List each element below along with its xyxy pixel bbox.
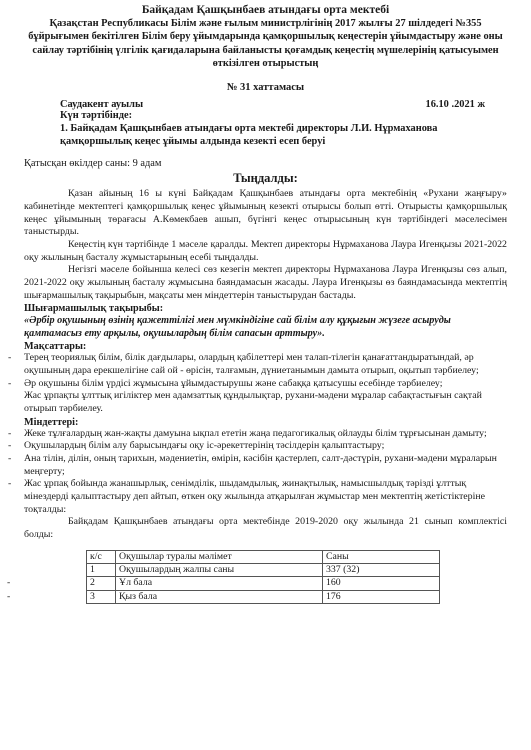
students-table bbox=[7, 550, 440, 604]
theme-heading: Шығармашылық тақырыбы: bbox=[24, 303, 164, 315]
place-date-row bbox=[24, 99, 507, 110]
place: Саудакент ауылы bbox=[60, 99, 144, 111]
paragraph-3: Негізгі мәселе бойынша келесі сөз кезегін мектеп директоры Нұрмаханова Лаура Игенқызы сөз алып, 2021-2022 оқу жылының басталу жұмысына баяндамасын жасады. Лаура Игенқызы өз баяндамасында мектептің шығармашылық тақырыбын, мақсаты мен міндеттерін таныстырудан бастады. bbox=[24, 264, 507, 301]
tasks-list bbox=[8, 427, 507, 517]
goal-item: - Әр оқушыны білім үрдісі жұмысына ұйымдастырушы және сабаққа қатысушы есебінде тәрбиелеу; bbox=[8, 377, 443, 389]
table-cell: Қыз бала bbox=[116, 590, 323, 603]
list-marker: - bbox=[8, 478, 12, 490]
document-header: Қазақстан Республикасы Білім және ғылым министрлігінің 2017 жылғы 27 шілдедегі №355 бұйрығымен бекітілген Білім беру ұйымдарында қамқоршылық кеңестерін ұйымдастыру және оны сайлау тәртібінің үлгілік қағидаларына байланысты қоғамдық кеңестің мүшелерінің қатысуымен өткізілген отырыстың bbox=[28, 18, 503, 69]
tasks-heading: Міндеттері: bbox=[24, 416, 79, 428]
school-name: Байқадам Қашқынбаев атындағы орта мектебі bbox=[141, 4, 390, 16]
protocol-number: № 31 хаттамасы bbox=[226, 82, 305, 94]
attendees-count: Қатысқан өкілдер саны: 9 адам bbox=[24, 158, 162, 170]
task-item: - Жас ұрпақ бойында жанашырлық, сенімділік, шыдамдылық, жинақтылық, намысшылдық тәрізді ұлттық мінездерді қалыптастыру деп айтып, өткен оқу жылында атқарылған жұмыстар мен мектептің жетістіктеріне тоқталды: bbox=[8, 478, 486, 515]
task-item: - Оқушылардың білім алу барысындағы оқу іс-әрекеттерінің тәсілдерін қалыптастыру; bbox=[8, 440, 385, 452]
heard-title: Тыңдалды: bbox=[233, 171, 298, 186]
list-marker: - bbox=[8, 352, 12, 364]
theme-text: «Әрбір оқушының өзінің қажеттілігі мен мүмкіндігіне сай білім алу құқығын жүзеге асыруды қамтамасыз ету арқылы, оқушылардың білім сапасын арттыру». bbox=[24, 315, 451, 340]
goals-heading: Мақсаттары: bbox=[24, 341, 87, 353]
list-marker: - bbox=[7, 577, 11, 589]
table-row bbox=[87, 590, 440, 603]
task-item: - Ана тілін, ділін, оның тарихын, мәдениетін, өмірін, кәсібін қастерлеп, салт-дәстүрін, рухани-мәдени мұраларын меңгерту; bbox=[8, 453, 497, 477]
list-marker: - bbox=[7, 590, 11, 602]
paragraph-1: Қазан айының 16 ы күні Байқадам Қашқынбаев атындағы орта мектебінің «Рухани жаңғыру» кабинетінде мектептегі қамқоршылық кеңес ұйымының кезекті отырысы болып өтті. Отырысты қамқоршылық кеңес ұйымының төрағасы А.Көмекбаев ашып, бүгінгі кеңес отырысының күн тәртібіндегі мәселесімен таныстырды. bbox=[24, 188, 507, 238]
table-cell: - 2 bbox=[87, 577, 116, 590]
list-marker: - bbox=[8, 377, 12, 389]
date: 16.10 .2021 ж bbox=[425, 99, 485, 111]
table-cell: 160 bbox=[323, 577, 440, 590]
table-row bbox=[87, 577, 440, 590]
paragraph-2: Кеңестің күн тәртібінде 1 мәселе қаралды. Мектеп директоры Нұрмаханова Лаура Игенқызы 2021-2022 оқу жылының басталу жұмыстарының есебі тыңдалды. bbox=[24, 238, 507, 263]
table-cell: - 3 bbox=[87, 590, 116, 603]
table-header-cell: Оқушылар туралы мәлімет bbox=[116, 550, 323, 563]
table-cell: Ұл бала bbox=[116, 577, 323, 590]
list-marker: - bbox=[8, 440, 12, 452]
table-row bbox=[87, 564, 440, 577]
table-cell: Оқушылардың жалпы саны bbox=[116, 564, 323, 577]
table-header-cell: к/с bbox=[87, 550, 116, 563]
closing-paragraph: Байқадам Қашқынбаев атындағы орта мектебінде 2019-2020 оқу жылында 21 сынып комплектісі болды: bbox=[24, 516, 507, 541]
goals-list bbox=[8, 352, 507, 415]
list-marker: - bbox=[8, 427, 12, 439]
table-cell: 1 bbox=[87, 564, 116, 577]
agenda-heading: Күн тәртібінде: bbox=[60, 110, 133, 122]
table-header-row bbox=[87, 550, 440, 563]
task-item: - Жеке тұлғалардың жан-жақты дамуына ықпал ететін жаңа педагогикалық ойлауды білім тұрғысынан дамыту; bbox=[8, 427, 487, 439]
goal-item: Жас ұрпақты ұлттық игіліктер мен адамзаттық құндылықтар, рухани-мәдени мұралар сабақтастығын сақтай отырып тәрбиелеу. bbox=[24, 390, 482, 415]
goal-item: - Терең теориялық білім, білік дағдылары, олардың қабілеттері мен талап-тілегін қанағаттандыратындай, әр оқушының дара ерекшелігіне сай ой - өрісін, талғамын, дүниетанымын дамыта отырып, оқытып тәрбиелеу; bbox=[8, 352, 479, 377]
agenda-item: 1. Байқадам Қашқынбаев атындағы орта мектебі директоры Л.И. Нұрмаханова қамқоршылық кеңес ұйымы алдында кезекті есеп беруі bbox=[60, 123, 438, 148]
table-cell: 337 (32) bbox=[323, 564, 440, 577]
table-header-cell: Саны bbox=[323, 550, 440, 563]
table-cell: 176 bbox=[323, 590, 440, 603]
list-marker: - bbox=[8, 453, 12, 465]
